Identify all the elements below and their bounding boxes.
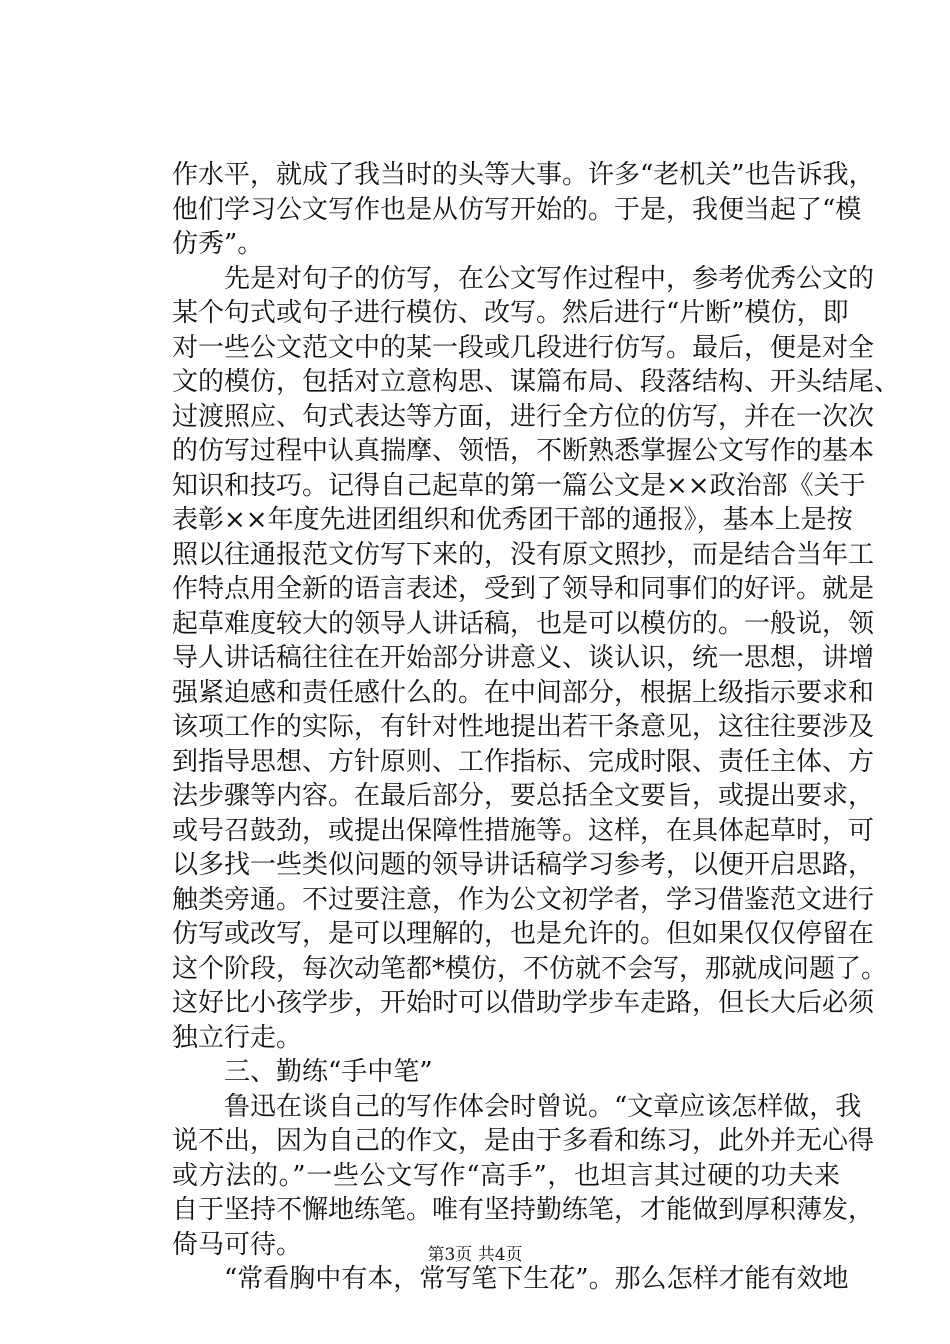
text-line: 自于坚持不懈地练笔。唯有坚持勤练笔，才能做到厚积薄发， [172,1195,875,1225]
text-line: 对一些公文范文中的某一段或几段进行仿写。最后，便是对全 [172,332,875,363]
text-line: 他们学习公文写作也是从仿写开始的。于是，我便当起了“模 [172,194,862,225]
text-line: 作特点用全新的语言表述，受到了领导和同事们的好评。就是 [172,574,875,604]
text-line: 这个阶段，每次动笔都*模仿，不仿就不会写，那就成问题了。 [172,953,888,984]
text-line: 说不出，因为自己的作文，是由于多看和练习，此外并无心得 [172,1126,875,1156]
text-line: 触类旁通。不过要注意，作为公文初学者，学习借鉴范文进行 [172,884,875,915]
text-line: “常看胸中有本，常写笔下生花”。那么怎样才能有效地 [224,1264,849,1294]
text-line: 或号召鼓劲，或提出保障性措施等。这样，在具体起草时，可 [172,815,875,846]
text-line: 该项工作的实际，有针对性地提出若干条意见，这往往要涉及 [172,712,875,742]
text-line: 仿秀”。 [172,229,264,259]
text-line: 强紧迫感和责任感什么的。在中间部分，根据上级指示要求和 [172,677,875,708]
text-line: 或方法的。”一些公文写作“高手”，也坦言其过硬的功夫来 [172,1160,840,1191]
document-body [172,158,901,1297]
text-line: 表彰××年度先进团组织和优秀团干部的通报》，基本上是按 [172,505,853,535]
text-line: 独立行走。 [172,1022,303,1053]
text-line: 先是对句子的仿写，在公文写作过程中，参考优秀公文的 [224,263,875,294]
text-line: 倚马可待。 [172,1229,303,1260]
text-line: 鲁迅在谈自己的写作体会时曾说。“文章应该怎样做，我 [224,1091,862,1122]
text-line: 起草难度较大的领导人讲话稿，也是可以模仿的。一般说，领 [172,608,875,639]
text-line: 作水平，就成了我当时的头等大事。许多“老机关”也告诉我， [172,160,875,190]
text-line: 以多找一些类似问题的领导讲话稿学习参考，以便开启思路， [172,850,875,880]
text-line: 照以往通报范文仿写下来的，没有原文照抄，而是结合当年工 [172,539,875,570]
text-line: 文的模仿，包括对立意构思、谋篇布局、段落结构、开头结尾、 [172,367,901,397]
text-line: 的仿写过程中认真揣摩、领悟，不断熟悉掌握公文写作的基本 [172,436,875,466]
text-line: 某个句式或句子进行模仿、改写。然后进行“片断”模仿，即 [172,298,849,328]
text-line: 到指导思想、方针原则、工作指标、完成时限、责任主体、方 [172,746,875,777]
text-line: 仿写或改写，是可以理解的，也是允许的。但如果仅仅停留在 [172,919,875,949]
text-line: 导人讲话稿往往在开始部分讲意义、谈认识，统一思想，讲增 [172,643,875,673]
text-line: 法步骤等内容。在最后部分，要总括全文要旨，或提出要求， [172,781,875,811]
text-line: 过渡照应、句式表达等方面，进行全方位的仿写，并在一次次 [172,401,875,432]
page-footer: 第3页 共4页 [427,1245,523,1265]
text-line: 知识和技巧。记得自己起草的第一篇公文是××政治部《关于 [172,470,866,501]
text-line: 这好比小孩学步，开始时可以借助学步车走路，但长大后必须 [172,988,875,1018]
text-line: 三、勤练“手中笔” [224,1057,433,1087]
